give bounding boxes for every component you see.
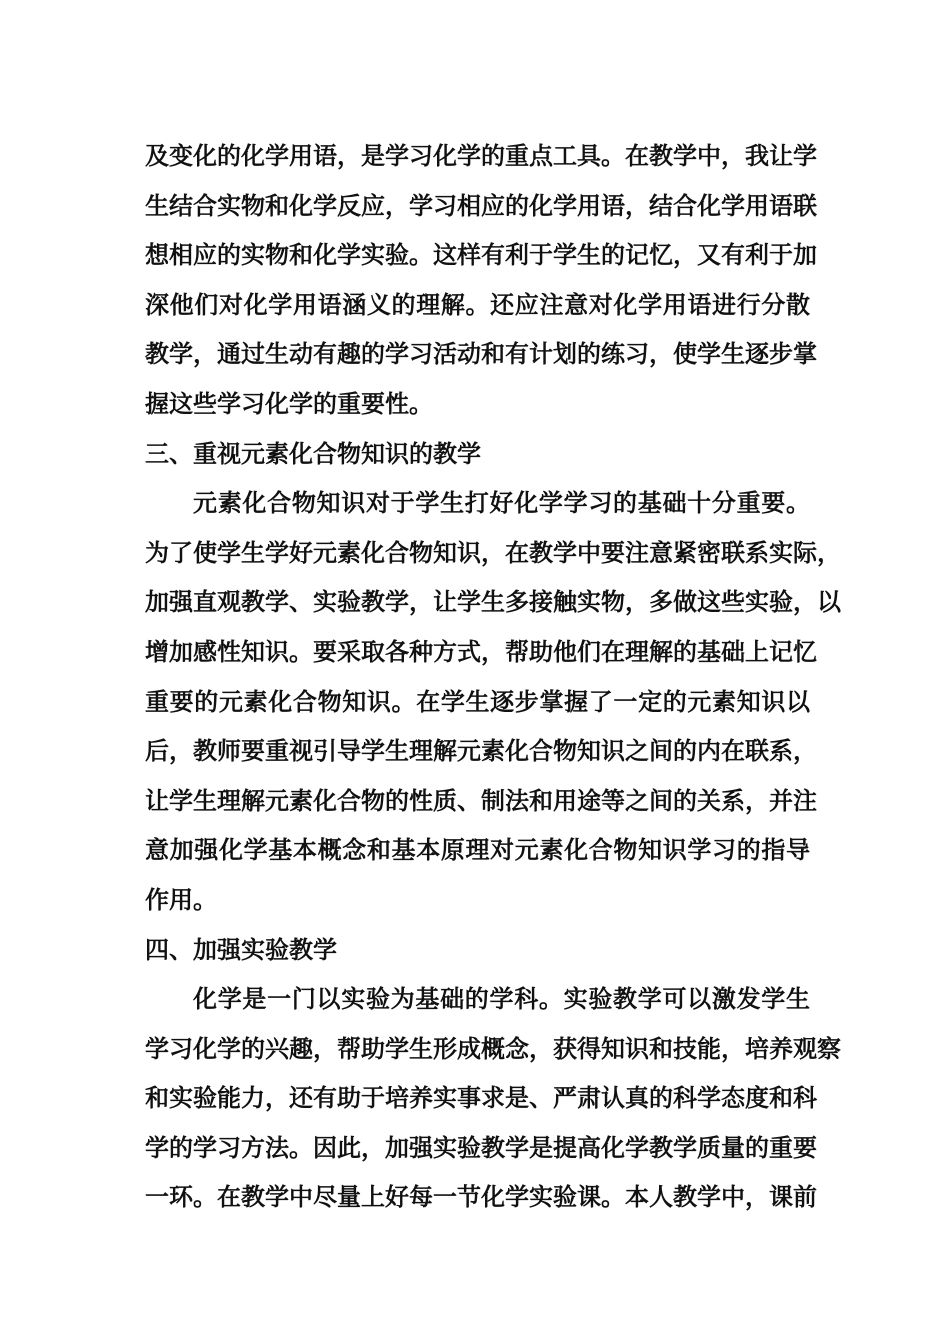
body-line: 为了使学生学好元素化合物知识，在教学中要注意紧密联系实际，: [145, 537, 841, 567]
body-line: 深他们对化学用语涵义的理解。还应注意对化学用语进行分散: [145, 289, 810, 319]
body-line: 后，教师要重视引导学生理解元素化合物知识之间的内在联系，: [145, 736, 817, 766]
section-heading-3: 三、重视元素化合物知识的教学: [145, 438, 481, 468]
body-line: 让学生理解元素化合物的性质、制法和用途等之间的关系，并注: [145, 785, 817, 815]
body-line: 作用。: [145, 884, 217, 914]
body-line: 握这些学习化学的重要性。: [145, 388, 433, 418]
paragraph-first-line: 化学是一门以实验为基础的学科。实验教学可以激发学生: [193, 984, 810, 1014]
body-line: 一环。在教学中尽量上好每一节化学实验课。本人教学中，课前: [145, 1182, 817, 1212]
paragraph-first-line: 元素化合物知识对于学生打好化学学习的基础十分重要。: [193, 488, 810, 518]
body-line: 想相应的实物和化学实验。这样有利于学生的记忆，又有利于加: [145, 240, 817, 270]
body-line: 学习化学的兴趣，帮助学生形成概念，获得知识和技能，培养观察: [145, 1033, 841, 1063]
body-line: 重要的元素化合物知识。在学生逐步掌握了一定的元素知识以: [145, 686, 810, 716]
body-line: 学的学习方法。因此，加强实验教学是提高化学教学质量的重要: [145, 1132, 817, 1162]
section-heading-4: 四、加强实验教学: [145, 934, 337, 964]
body-line: 增加感性知识。要采取各种方式，帮助他们在理解的基础上记忆: [145, 636, 817, 666]
body-line: 意加强化学基本概念和基本原理对元素化合物知识学习的指导: [145, 835, 810, 865]
body-line: 加强直观教学、实验教学，让学生多接触实物，多做这些实验，以: [145, 587, 841, 617]
body-line: 和实验能力，还有助于培养实事求是、严肃认真的科学态度和科: [145, 1083, 817, 1113]
body-line: 教学，通过生动有趣的学习活动和有计划的练习，使学生逐步掌: [145, 339, 817, 369]
document-body: [145, 131, 841, 1222]
body-line: 生结合实物和化学反应，学习相应的化学用语，结合化学用语联: [145, 190, 817, 220]
body-line: 及变化的化学用语，是学习化学的重点工具。在教学中，我让学: [145, 141, 817, 170]
